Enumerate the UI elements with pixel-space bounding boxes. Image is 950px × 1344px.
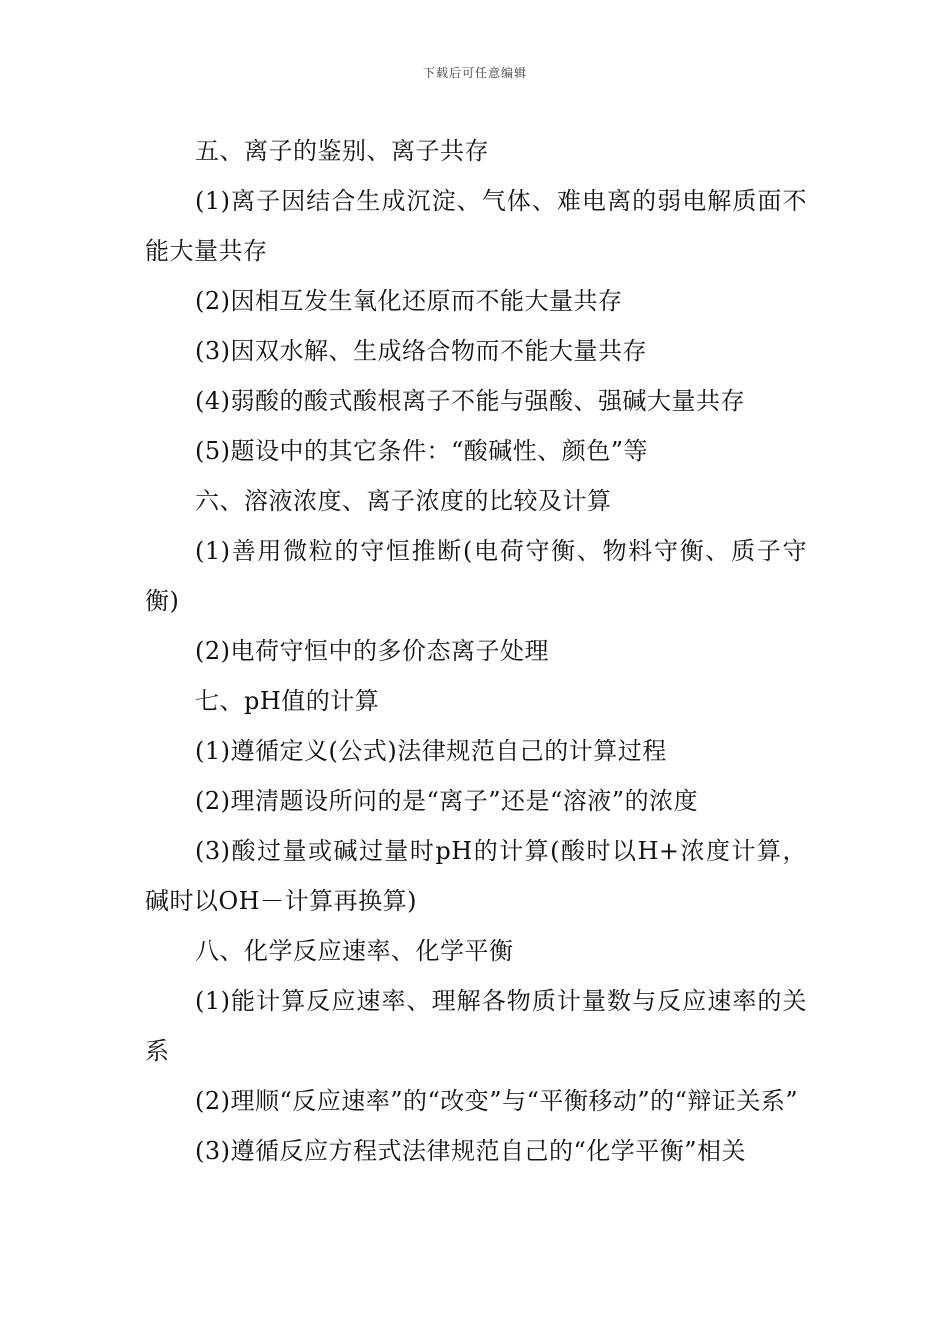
paragraph: (4)弱酸的酸式酸根离子不能与强酸、强碱大量共存	[195, 387, 745, 415]
page-header: 下载后可任意编辑	[422, 66, 527, 80]
paragraph: (2)理清题设所问的是“离子”还是“溶液”的浓度	[195, 787, 699, 815]
paragraph: (1)遵循定义(公式)法律规范自己的计算过程	[195, 737, 667, 765]
paragraph: (3)遵循反应方程式法律规范自己的“化学平衡”相关	[195, 1137, 747, 1165]
paragraph: (1)善用微粒的守恒推断(电荷守衡、物料守衡、质子守衡)	[145, 537, 807, 615]
paragraph: (5)题设中的其它条件：“酸碱性、颜色”等	[195, 437, 649, 465]
section-heading-6: 六、溶液浓度、离子浓度的比较及计算	[195, 487, 612, 515]
section-heading-8: 八、化学反应速率、化学平衡	[195, 937, 514, 965]
paragraph: (2)电荷守恒中的多价态离子处理	[195, 637, 549, 665]
paragraph: (3)酸过量或碱过量时pH的计算(酸时以H+浓度计算，碱时以OH－计算再换算)	[145, 837, 807, 915]
paragraph: (1)能计算反应速率、理解各物质计量数与反应速率的关系	[145, 987, 807, 1065]
paragraph: (2)因相互发生氧化还原而不能大量共存	[195, 287, 623, 315]
section-heading-5: 五、离子的鉴别、离子共存	[195, 137, 489, 165]
paragraph: (2)理顺“反应速率”的“改变”与“平衡移动”的“辩证关系”	[195, 1087, 799, 1115]
section-heading-7: 七、pH值的计算	[195, 687, 380, 715]
paragraph: (1)离子因结合生成沉淀、气体、难电离的弱电解质面不能大量共存	[145, 187, 807, 265]
paragraph: (3)因双水解、生成络合物而不能大量共存	[195, 337, 647, 365]
document-body	[145, 126, 807, 1176]
